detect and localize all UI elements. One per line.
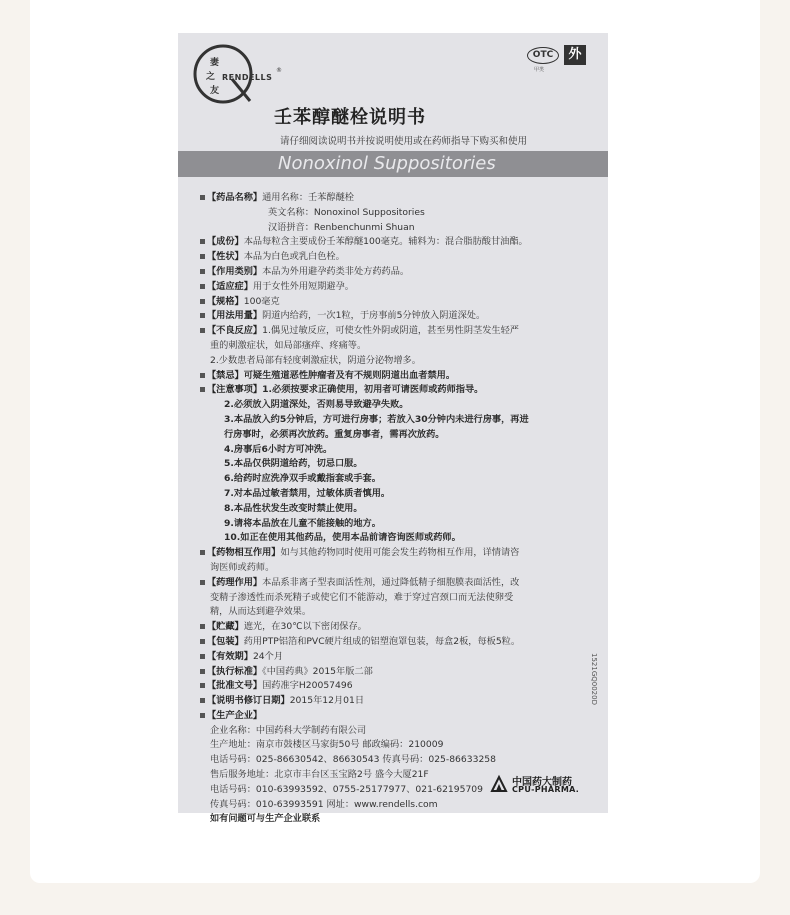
- leaflet-row: [200, 650, 590, 665]
- section-text: 可疑生殖道恶性肿瘤者及有不规则阴道出血者禁用。: [243, 369, 456, 381]
- leaflet-row: [200, 679, 590, 694]
- bullet-square-icon: [200, 239, 205, 244]
- bullet-square-icon: [200, 698, 205, 703]
- bullet-square-icon: [200, 713, 205, 718]
- manufacturer-logo-cn: 中国药大制药: [512, 777, 572, 788]
- section-text: 精，从而达到避孕效果。: [210, 606, 312, 618]
- leaflet-row: [200, 620, 590, 635]
- bullet-square-icon: [200, 284, 205, 289]
- section-text: 2.少数患者局部有轻度刺激症状，阴道分泌物增多。: [210, 354, 421, 366]
- bullet-square-icon: [200, 639, 205, 644]
- section-label: 【包装】: [207, 635, 244, 647]
- section-text: 用于女性外用短期避孕。: [252, 280, 354, 292]
- section-text: 国药准字H20057496: [262, 680, 353, 692]
- section-text: 药用PTP铝箔和PVC硬片组成的铝塑泡罩包装，每盒2板，每板5粒。: [243, 635, 521, 647]
- bullet-square-icon: [200, 195, 205, 200]
- section-text: 电话号码：025-86630542、86630543 传真号码：025-86633258: [210, 754, 496, 766]
- leaflet-subtitle: 请仔细阅读说明书并按说明使用或在药师指导下购买和使用: [280, 136, 528, 147]
- section-text: 本品每粒含主要成份壬苯醇醚100毫克。辅料为：混合脂肪酸甘油酯。: [243, 236, 528, 248]
- logo-char-1: 妻: [210, 58, 220, 68]
- cpu-pharma-icon: [490, 775, 508, 793]
- section-label: 【说明书修订日期】: [207, 695, 290, 707]
- logo-brand: RENDELLS: [222, 73, 273, 82]
- leaflet-row: [200, 339, 590, 354]
- section-label: 【执行标准】: [207, 665, 263, 677]
- bullet-square-icon: [200, 254, 205, 259]
- section-text: 9.请将本品放在儿童不能接触的地方。: [224, 517, 381, 529]
- section-text: 阴道内给药，一次1粒，于房事前5分钟放入阴道深处。: [262, 310, 486, 322]
- section-label: 【有效期】: [207, 650, 253, 662]
- otc-sub-label: 甲类: [534, 67, 545, 73]
- leaflet-row: [200, 605, 590, 620]
- external-use-badge: 外: [564, 45, 586, 65]
- otc-badge: OTC: [527, 47, 559, 64]
- bullet-square-icon: [200, 269, 205, 274]
- section-text: 汉语拼音：Renbenchunmi Shuan: [268, 221, 415, 233]
- section-text: 5.本品仅供阴道给药，切忌口服。: [224, 458, 363, 470]
- logo-char-3: 友: [210, 86, 220, 96]
- section-label: 【贮藏】: [207, 621, 244, 633]
- section-text: 本品为外用避孕药类非处方药药品。: [262, 265, 410, 277]
- section-text: 4.房事后6小时方可冲洗。: [224, 443, 333, 455]
- leaflet-row: [200, 413, 590, 428]
- section-text: 重的刺激症状，如局部瘙痒、疼痛等。: [210, 339, 367, 351]
- leaflet-row: [200, 457, 590, 472]
- leaflet-row: [200, 309, 590, 324]
- leaflet-row: [200, 428, 590, 443]
- leaflet-row: [200, 665, 590, 680]
- section-label: 【生产企业】: [207, 709, 263, 721]
- leaflet-row: [200, 295, 590, 310]
- manufacturer-logo: [490, 773, 590, 797]
- leaflet-row: [200, 280, 590, 295]
- section-label: 【适应症】: [207, 280, 253, 292]
- section-text: 6.给药时应洗净双手或戴指套或手套。: [224, 473, 381, 485]
- leaflet-row: [200, 753, 590, 768]
- section-text: 7.对本品过敏者禁用，过敏体质者慎用。: [224, 487, 391, 499]
- section-label: 【作用类别】: [207, 265, 263, 277]
- section-text: 1.必须按要求正确使用，初用者可请医师或药师指导。: [262, 384, 484, 396]
- section-text: 通用名称：壬苯醇醚栓: [262, 192, 354, 203]
- leaflet-row: [200, 517, 590, 532]
- section-label: 【批准文号】: [207, 680, 263, 692]
- leaflet-row: [200, 694, 590, 709]
- section-label: 【规格】: [207, 295, 244, 307]
- leaflet-row: [200, 221, 590, 236]
- rendells-logo: [192, 43, 282, 105]
- logo-char-2: 之: [206, 72, 216, 82]
- section-text: 3.本品放入约5分钟后，方可进行房事；若放入30分钟内未进行房事，再进: [224, 413, 529, 425]
- banner-text: Nonoxinol Suppositories: [278, 153, 496, 174]
- section-text: 变精子渗透性而杀死精子或使它们不能游动，难于穿过宫颈口而无法使卵受: [210, 591, 514, 603]
- logo-registered: ®: [276, 67, 282, 74]
- bullet-square-icon: [200, 580, 205, 585]
- section-label: 【药理作用】: [207, 576, 263, 588]
- section-text: 本品为白色或乳白色栓。: [243, 251, 345, 263]
- leaflet-row: [200, 635, 590, 650]
- bullet-square-icon: [200, 550, 205, 555]
- bullet-square-icon: [200, 299, 205, 304]
- section-label: 【成份】: [207, 236, 244, 248]
- leaflet-row: [200, 576, 590, 591]
- bullet-square-icon: [200, 669, 205, 674]
- leaflet-row: [200, 709, 590, 724]
- section-label: 【不良反应】: [207, 325, 263, 337]
- section-text: 英文名称：Nonoxinol Suppositories: [268, 206, 425, 218]
- section-text: 询医师或药师。: [210, 561, 275, 573]
- section-text: 企业名称：中国药科大学制药有限公司: [210, 724, 367, 736]
- section-text: 8.本品性状发生改变时禁止使用。: [224, 502, 363, 514]
- product-name-banner: [178, 151, 608, 177]
- leaflet-row: [200, 235, 590, 250]
- leaflet-row: [200, 443, 590, 458]
- section-text: 如有问题可与生产企业联系: [210, 813, 321, 825]
- leaflet-row: [200, 369, 590, 384]
- leaflet-title: 壬苯醇醚栓说明书: [274, 107, 426, 128]
- section-label: 【注意事项】: [207, 384, 263, 396]
- section-label: 【用法用量】: [207, 310, 263, 322]
- section-text: 10.如正在使用其他药品，使用本品前请咨询医师或药师。: [224, 532, 461, 544]
- section-text: 《中国药典》2015年版二部: [262, 665, 373, 677]
- leaflet-row: [200, 398, 590, 413]
- bullet-square-icon: [200, 313, 205, 318]
- leaflet-row: [200, 472, 590, 487]
- instruction-leaflet: [178, 33, 608, 825]
- leaflet-row: [200, 812, 590, 827]
- section-text: 本品系非离子型表面活性剂，通过降低精子细胞膜表面活性，改: [262, 576, 520, 588]
- section-text: 电话号码：010-63993592、0755-25177977、021-62195709: [210, 783, 484, 795]
- section-text: 生产地址：南京市鼓楼区马家街50号 邮政编码：210009: [210, 739, 444, 751]
- section-text: 100毫克: [243, 295, 280, 307]
- leaflet-row: [200, 546, 590, 561]
- leaflet-row: [200, 265, 590, 280]
- bullet-square-icon: [200, 624, 205, 629]
- section-text: 遮光，在30℃以下密闭保存。: [243, 621, 367, 633]
- leaflet-row: [200, 354, 590, 369]
- leaflet-row: [200, 798, 590, 813]
- section-label: 【禁忌】: [207, 369, 244, 381]
- section-text: 如与其他药物同时使用可能会发生药物相互作用，详情请咨: [280, 547, 520, 559]
- bullet-square-icon: [200, 328, 205, 333]
- section-text: 2.必须放入阴道深处，否则易导致避孕失败。: [224, 399, 409, 411]
- section-label: 【性状】: [207, 251, 244, 263]
- leaflet-row: [200, 738, 590, 753]
- leaflet-row: [200, 561, 590, 576]
- leaflet-row: [200, 191, 590, 206]
- section-text: 传真号码：010-63993591 网址：www.rendells.com: [210, 798, 438, 810]
- section-text: 24个月: [252, 650, 284, 662]
- section-label: 【药物相互作用】: [207, 547, 281, 559]
- bullet-square-icon: [200, 683, 205, 688]
- leaflet-row: [200, 324, 590, 339]
- section-text: 行房事时，必须再次放药。重复房事者，需再次放药。: [224, 428, 445, 440]
- section-label: 【药品名称】: [207, 192, 263, 203]
- section-text: 1.偶见过敏反应，可使女性外阴或阴道，甚至男性阴茎发生轻严: [262, 325, 519, 337]
- leaflet-content: [200, 191, 590, 827]
- leaflet-row: [200, 383, 590, 398]
- bullet-square-icon: [200, 387, 205, 392]
- section-text: 2015年12月01日: [289, 695, 365, 707]
- bullet-square-icon: [200, 373, 205, 378]
- bullet-square-icon: [200, 654, 205, 659]
- leaflet-row: [200, 502, 590, 517]
- manufacturer-logo-en: CPU-PHARMA.: [512, 785, 580, 794]
- section-text: 售后服务地址：北京市丰台区玉宝路2号 盛今大厦21F: [210, 769, 429, 781]
- leaflet-row: [200, 591, 590, 606]
- leaflet-row: [200, 487, 590, 502]
- side-code: 1521GQ0020D: [590, 653, 598, 705]
- leaflet-row: [200, 531, 590, 546]
- leaflet-row: [200, 250, 590, 265]
- leaflet-row: [200, 206, 590, 221]
- leaflet-row: [200, 724, 590, 739]
